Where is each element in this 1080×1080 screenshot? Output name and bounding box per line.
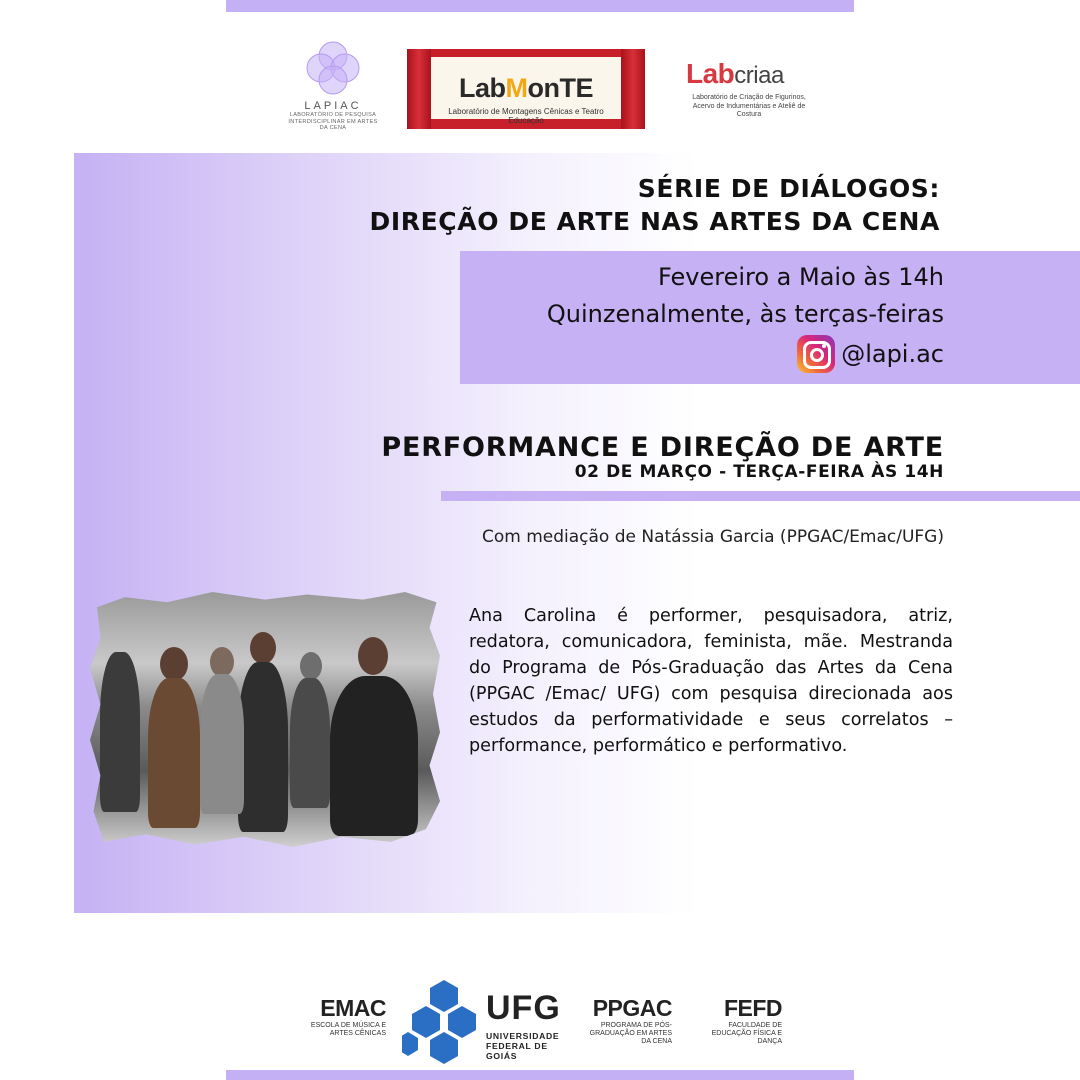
photo-person-head bbox=[300, 652, 322, 680]
emac-logo bbox=[300, 995, 386, 1038]
series-title-line2: DIREÇÃO DE ARTE NAS ARTES DA CENA bbox=[369, 207, 940, 236]
mediation-text: Com mediação de Natássia Garcia (PPGAC/Emac/UFG) bbox=[481, 527, 944, 547]
top-accent-bar bbox=[226, 0, 854, 12]
lapiac-subtitle: LABORATÓRIO DE PESQUISA INTERDISCIPLINAR EM ARTES DA CENA bbox=[288, 112, 378, 131]
lapiac-flower-icon bbox=[303, 38, 363, 98]
photo-person-body bbox=[290, 678, 330, 808]
photo-person-body bbox=[330, 676, 418, 836]
speaker-photo bbox=[90, 592, 440, 847]
labmonte-title-m: M bbox=[505, 73, 528, 103]
curtain-left-icon bbox=[407, 49, 431, 129]
schedule-frequency: Quinzenalmente, às terças-feiras bbox=[546, 300, 944, 328]
emac-subtitle: ESCOLA DE MÚSICA E ARTES CÊNICAS bbox=[310, 1022, 386, 1037]
schedule-box bbox=[460, 251, 1080, 384]
labcriaa-title bbox=[686, 58, 836, 90]
event-divider bbox=[441, 491, 1080, 501]
schedule-dates: Fevereiro a Maio às 14h bbox=[658, 263, 944, 291]
labcriaa-logo bbox=[686, 58, 836, 132]
event-title: PERFORMANCE E DIREÇÃO DE ARTE bbox=[381, 432, 944, 463]
curtain-right-icon bbox=[621, 49, 645, 129]
photo-person-head bbox=[210, 647, 234, 677]
labmonte-subtitle: Laboratório de Montagens Cênicas e Teatro Educação bbox=[448, 107, 604, 125]
lapiac-name: LAPIAC bbox=[304, 100, 362, 112]
labmonte-title-end: onTE bbox=[527, 73, 593, 103]
ppgac-subtitle: PROGRAMA DE PÓS-GRADUAÇÃO EM ARTES DA CENA bbox=[589, 1022, 672, 1045]
ufg-subtitle bbox=[486, 1031, 572, 1061]
series-title bbox=[74, 172, 940, 238]
footer-logos bbox=[0, 975, 1080, 1065]
ufg-hexagons-icon bbox=[402, 978, 486, 1064]
lapiac-logo bbox=[288, 38, 378, 148]
fefd-name: FEFD bbox=[723, 995, 782, 1021]
ufg-logo bbox=[402, 978, 572, 1064]
fefd-logo bbox=[690, 995, 782, 1046]
labmonte-title bbox=[431, 73, 621, 104]
labcriaa-title-rest: criaa bbox=[734, 62, 784, 89]
labmonte-title-start: Lab bbox=[458, 73, 506, 103]
instagram-icon bbox=[797, 335, 835, 373]
photo-person-body bbox=[238, 662, 288, 832]
bottom-accent-bar bbox=[226, 1070, 854, 1080]
ppgac-logo bbox=[580, 995, 672, 1046]
series-title-line1: SÉRIE DE DIÁLOGOS: bbox=[637, 174, 940, 203]
instagram-handle: @lapi.ac bbox=[841, 340, 944, 368]
labcriaa-subtitle: Laboratório de Criação de Figurinos, Acervo de Indumentárias e Ateliê de Costura bbox=[692, 94, 806, 118]
labcriaa-title-lab: Lab bbox=[686, 58, 735, 89]
ppgac-name: PPGAC bbox=[592, 995, 672, 1021]
photo-person-body bbox=[100, 652, 140, 812]
ufg-name: UFG bbox=[486, 989, 561, 1027]
ufg-subtitle-line2: FEDERAL DE GOIÁS bbox=[486, 1041, 548, 1061]
ufg-subtitle-line1: UNIVERSIDADE bbox=[486, 1031, 560, 1041]
event-date: 02 DE MARÇO - TERÇA-FEIRA ÀS 14H bbox=[574, 462, 944, 482]
labmonte-stage bbox=[431, 57, 621, 125]
photo-person-head bbox=[250, 632, 276, 664]
photo-person-head bbox=[358, 637, 388, 675]
fefd-subtitle: FACULDADE DE EDUCAÇÃO FÍSICA E DANÇA bbox=[711, 1022, 782, 1045]
photo-person-body bbox=[148, 678, 200, 828]
photo-person-body bbox=[200, 674, 244, 814]
labmonte-logo bbox=[407, 49, 645, 129]
emac-name: EMAC bbox=[320, 995, 386, 1021]
instagram-link[interactable] bbox=[797, 335, 944, 373]
speaker-bio: Ana Carolina é performer, pesquisadora, atriz, redatora, comunicadora, feminista, mãe. Mestranda do Programa de Pós-Graduação das Artes da Cena (PPGAC /Emac/ UFG) com pesquisa direcionada aos estudos da performatividade e seus correlatos – performance, performático e performativo. bbox=[469, 606, 953, 756]
photo-person-head bbox=[160, 647, 188, 681]
